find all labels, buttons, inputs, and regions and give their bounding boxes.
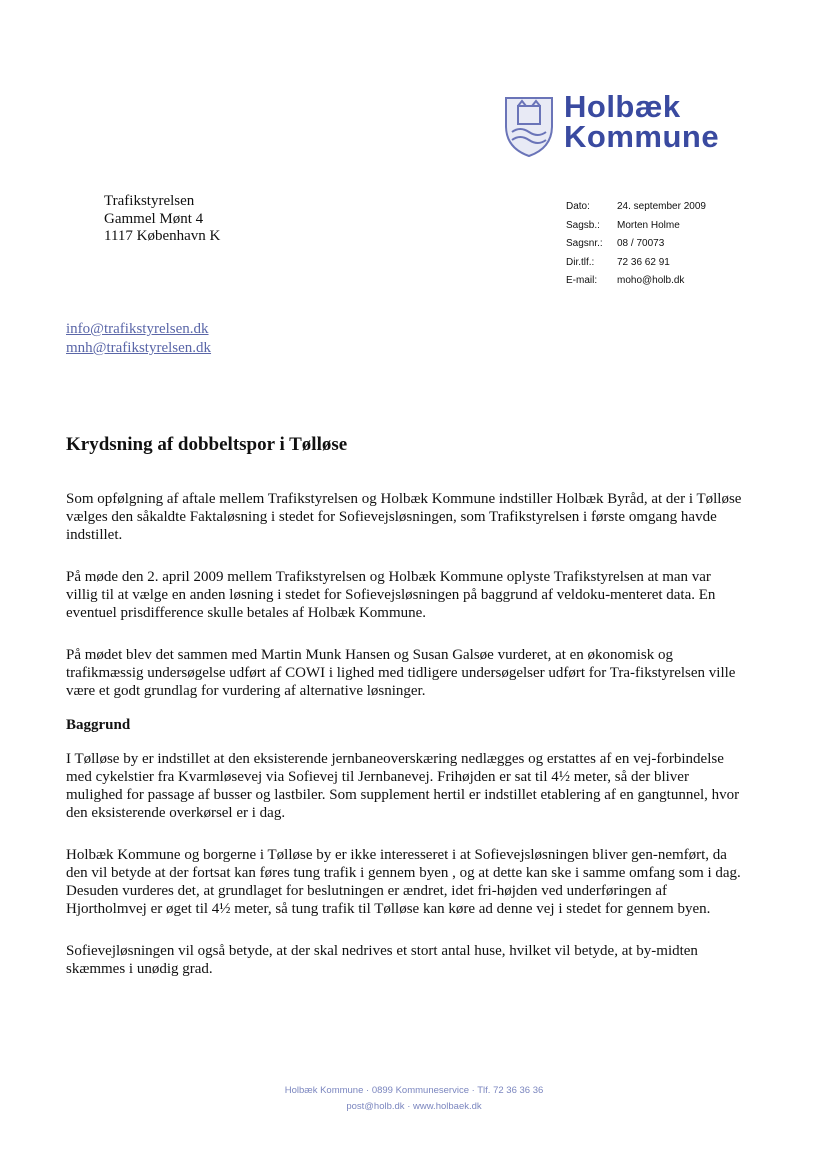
letter-title: Krydsning af dobbeltspor i Tølløse [66, 434, 348, 455]
meta-key: Sagsb.: [566, 219, 600, 231]
coat-of-arms-icon [498, 92, 560, 158]
meta-row-case-number [566, 235, 706, 254]
body-paragraph: I Tølløse by er indstillet at den eksisterende jernbaneoverskæring nedlægges og erstattes af en vej-forbindelse med cykelstier fra Kvarmløsevej via Sofievej til Jernbanevej. Frihøjden er sat til 4½ meter, så der bliver mulighed for passage af busser og lastbiler. Som supplement hertil er indstillet etablering af en gangtunnel, hvor den eksisterende overkørsel er i dag. [66, 751, 740, 821]
meta-value: Morten Holme [617, 219, 680, 231]
body-paragraph: På mødet blev det sammen med Martin Munk Hansen og Susan Galsøe vurderet, at en økonomisk og trafikmæssig undersøgelse udført af COWI i lighed med tidligere undersøgelser udført for Tra-fikstyrelsen ville være et godt grundlag for vurdering af alternative løsninger. [66, 647, 736, 699]
logo-line-1: Holbæk [564, 89, 681, 124]
meta-key: Dir.tlf.: [566, 256, 595, 268]
email-link[interactable]: mnh@trafikstyrelsen.dk [66, 340, 212, 356]
body-paragraph: På møde den 2. april 2009 mellem Trafikstyrelsen og Holbæk Kommune oplyste Trafikstyrelsen at man var villig til at vælge en anden løsning i stedet for Sofievejsløsningen på baggrund af veldoku-menteret data. En eventuel prisdifference skulle betales af Holbæk Kommune. [66, 569, 716, 621]
meta-key: E-mail: [566, 275, 598, 286]
meta-value: 24. september 2009 [617, 201, 706, 212]
meta-row-date [566, 198, 706, 217]
footer-line: post@holb.dk · www.holbaek.dk [346, 1101, 482, 1112]
letter-body [66, 490, 742, 1002]
recipient-line: Trafikstyrelsen [104, 193, 195, 209]
body-paragraph: Sofievejløsningen vil også betyde, at der skal nedrives et stort antal huse, hvilket vil betyde, at by-midten skæmmes i unødig grad. [66, 943, 698, 977]
meta-row-email [566, 272, 706, 291]
body-paragraph: Som opfølgning af aftale mellem Trafikstyrelsen og Holbæk Kommune indstiller Holbæk Byråd, at der i Tølløse vælges den såkaldte Faktaløsning i stedet for Sofievejsløsningen, som Trafikstyrelsen i første omgang havde indstillet. [66, 491, 742, 543]
recipient-line: 1117 København K [104, 228, 221, 244]
recipient-line: Gammel Mønt 4 [104, 210, 204, 227]
meta-key: Sagsnr.: [566, 238, 603, 249]
meta-key: Dato: [566, 201, 590, 212]
meta-row-caseworker [566, 217, 706, 236]
meta-value: 72 36 62 91 [617, 256, 670, 268]
footer-line: Holbæk Kommune · 0899 Kommuneservice · Tlf. 72 36 36 36 [284, 1085, 544, 1096]
meta-value: 08 / 70073 [617, 238, 665, 249]
section-heading: Baggrund [66, 717, 131, 733]
logo-wordmark [564, 89, 720, 154]
holbaek-logo [498, 89, 748, 162]
meta-row-phone [566, 254, 706, 273]
logo-line-2: Kommune [564, 119, 720, 154]
recipient-emails [66, 320, 211, 358]
letter-metadata [566, 198, 706, 291]
meta-value: moho@holb.dk [617, 275, 685, 286]
body-paragraph: Holbæk Kommune og borgerne i Tølløse by er ikke interesseret i at Sofievejsløsningen bliver gen-nemført, da den vil betyde at der fortsat kan føres tung trafik i gennem byen , og at dette kan ske i samme omfang som i dag. Desuden vurderes det, at grundlaget for beslutningen er ændret, idet fri-højden ved underføringen af Hjortholmvej er øget til 4½ meter, så tung trafik til Tølløse kan køre ad denne vej i stedet for gennem byen. [66, 847, 741, 917]
letter-footer [0, 1083, 828, 1115]
email-link[interactable]: info@trafikstyrelsen.dk [66, 321, 209, 337]
recipient-address [104, 193, 220, 246]
